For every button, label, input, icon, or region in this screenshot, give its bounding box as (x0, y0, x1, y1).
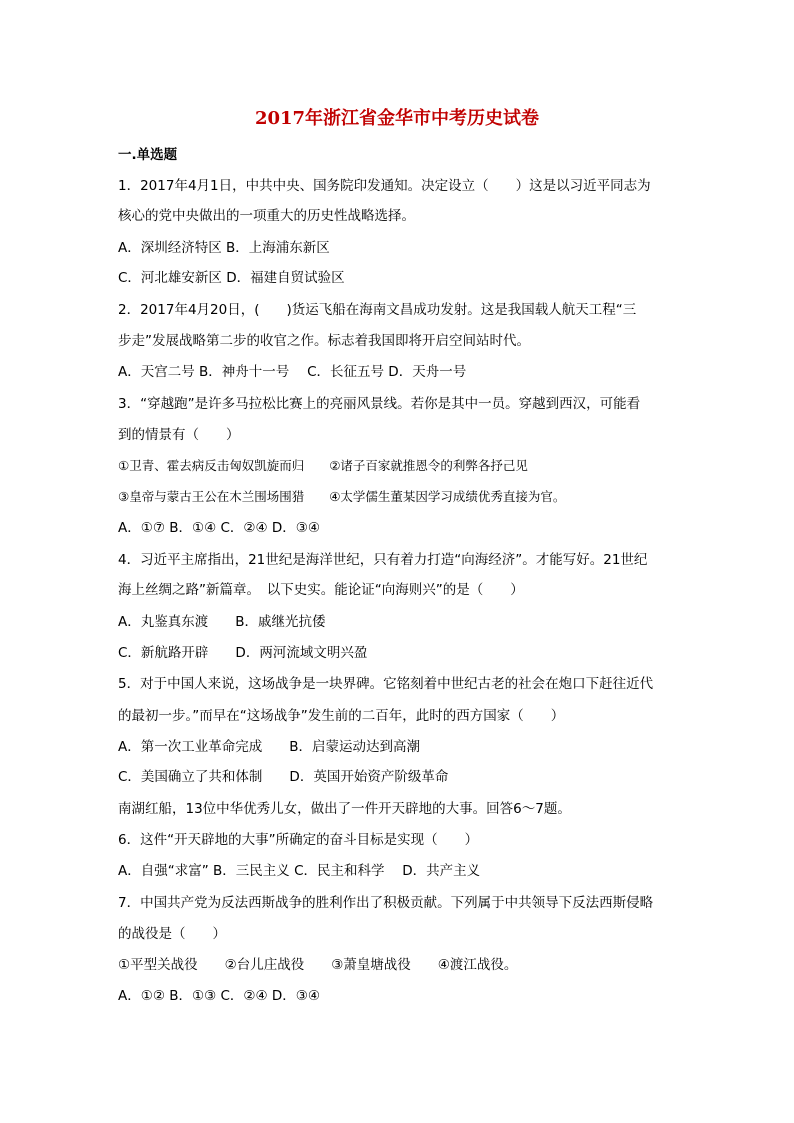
q6-7-intro: 南湖红船，13位中华优秀儿女，做出了一件开天辟地的大事。回答6～7题。 (118, 801, 571, 817)
q2-line-1: 2．2017年4月20日，( )货运飞船在海南文昌成功发射。这是我国载人航天工程“三 (118, 302, 637, 318)
q1-line-1: 1．2017年4月1日，中共中央、国务院印发通知。决定设立（ ）这是以习近平同志为 (118, 178, 651, 194)
q1-options-cd: C．河北雄安新区 D．福建自贸试验区 (118, 270, 345, 286)
q2-options: A．天宫二号 B．神舟十一号 C．长征五号 D．天舟一号 (118, 364, 467, 380)
exam-title: 2017年浙江省金华市中考历史试卷 (254, 108, 540, 129)
q6-line-1: 6．这件“开天辟地的大事”所确定的奋斗目标是实现（ ） (118, 832, 479, 848)
q6-options: A．自强“求富” B．三民主义 C．民主和科学 D．共产主义 (118, 863, 481, 879)
q3-line-1: 3．“穿越跑”是许多马拉松比赛上的亮丽风景线。若你是其中一员。穿越到西汉，可能看 (118, 396, 641, 412)
q4-options-ab: A．丸鉴真东渡 B．戚继光抗倭 (118, 614, 326, 630)
q1-line-2: 核心的党中央做出的一项重大的历史性战略选择。 (118, 208, 415, 224)
q5-line-1: 5．对于中国人来说，这场战争是一块界碑。它铭刻着中世纪古老的社会在炮口下赶往近代 (118, 676, 654, 692)
q3-line-2: 到的情景有（ ） (118, 427, 240, 443)
q7-items: ①平型关战役 ②台儿庄战役 ③萧皇塘战役 ④渡江战役。 (118, 957, 518, 973)
q4-options-cd: C．新航路开辟 D．两河流域文明兴盈 (118, 645, 368, 661)
section-title: 一.单选题 (118, 147, 178, 163)
q7-options: A．①② B．①③ C．②④ D．③④ (118, 988, 321, 1004)
q5-line-2: 的最初一步。”而早在“这场战争”发生前的二百年，此时的西方国家（ ） (118, 708, 565, 724)
q4-line-1: 4．习近平主席指出，21世纪是海洋世纪，只有着力打造“向海经济”。才能写好。21世纪 (118, 552, 648, 568)
q4-line-2: 海上丝绸之路”新篇章。 以下史实。能论证“向海则兴”的是（ ） (118, 582, 524, 598)
q5-options-ab: A．第一次工业革命完成 B．启蒙运动达到高潮 (118, 739, 420, 755)
q7-line-1: 7．中国共产党为反法西斯战争的胜利作出了积极贡献。下列属于中共领导下反法西斯侵略 (118, 895, 654, 911)
q3-items-12: ①卫青、霍去病反击匈奴凯旋而归 ②诸子百家就推恩令的利弊各抒己见 (118, 458, 528, 473)
q3-options: A．①⑦ B．①④ C．②④ D．③④ (118, 520, 321, 536)
q3-items-34: ③皇帝与蒙古王公在木兰围场围猎 ④太学儒生董某因学习成绩优秀直接为官。 (118, 489, 566, 504)
q7-line-2: 的战役是（ ） (118, 926, 226, 942)
q2-line-2: 步走”发展战略第二步的收官之作。标志着我国即将开启空间站时代。 (118, 333, 530, 349)
q5-options-cd: C．美国确立了共和体制 D．英国开始资产阶级革命 (118, 769, 449, 785)
q1-options-ab: A．深圳经济特区 B．上海浦东新区 (118, 240, 330, 256)
